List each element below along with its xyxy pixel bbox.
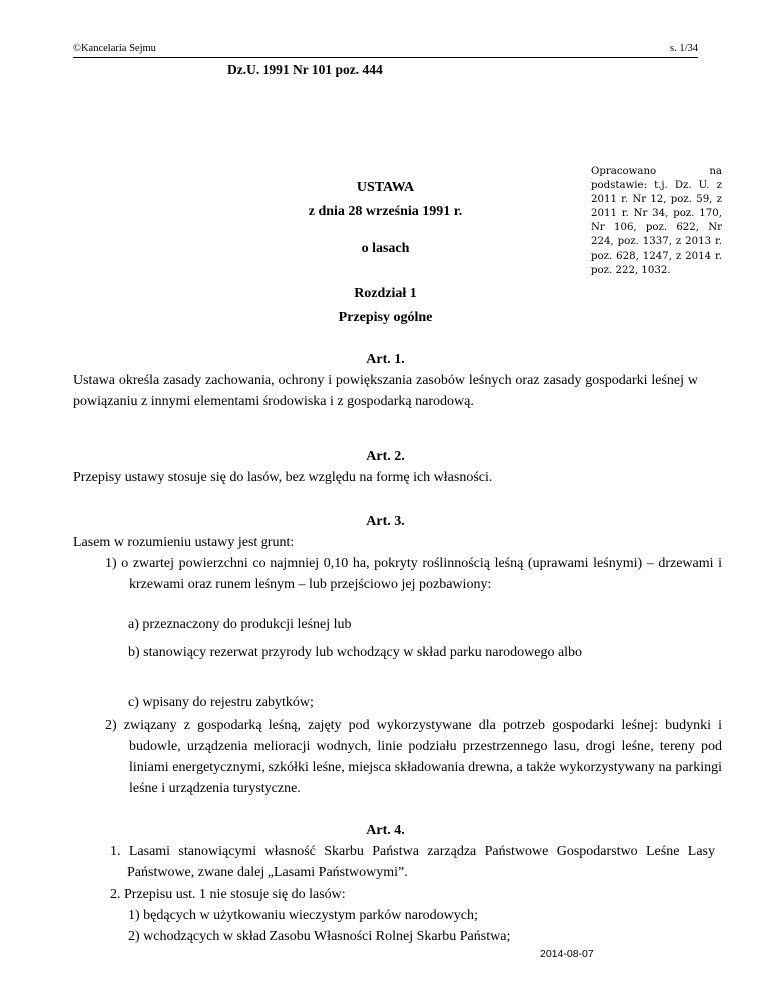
art3-point-1b: b) stanowiący rezerwat przyrody lub wchodzący w skład parku narodowego albo (128, 645, 583, 660)
footer-date: 2014-08-07 (540, 948, 594, 960)
art3-point-1a: a) przeznaczony do produkcji leśnej lub (128, 617, 352, 632)
art3-point-1: 1) o zwartej powierzchni co najmniej 0,10 ha, pokryty roślinnością leśną (uprawami leśnymi) – drzewami i krzewami oraz runem leśnym – lub przejściowo jej pozbawiony: (105, 556, 722, 592)
header-page-number: s. 1/34 (669, 43, 698, 54)
art4-paragraph-2: 2. Przepisu ust. 1 nie stosuje się do lasów: (110, 887, 346, 902)
art2-heading: Art. 2. (366, 449, 405, 464)
art4-heading: Art. 4. (366, 823, 405, 838)
art4-paragraph-2-point-1: 1) będących w użytkowaniu wieczystym parków narodowych; (128, 908, 478, 923)
art4-paragraph-1: 1. Lasami stanowiącymi własność Skarbu Państwa zarządza Państwowe Gospodarstwo Leśne Lasy Państwowe, zwane dalej „Lasami Państwowymi”. (110, 844, 715, 880)
art4-paragraph-2-point-2: 2) wchodzących w skład Zasobu Własności Rolnej Skarbu Państwa; (128, 929, 511, 944)
chapter-number: Rozdział 1 (354, 286, 417, 301)
chapter-name: Przepisy ogólne (338, 310, 433, 325)
act-type: USTAWA (356, 180, 415, 195)
header-rule (73, 57, 698, 58)
art3-point-1c: c) wpisany do rejestru zabytków; (128, 695, 314, 710)
act-subject: o lasach (361, 241, 410, 256)
art3-intro: Lasem w rozumieniu ustawy jest grunt: (73, 535, 295, 550)
art3-point-2: 2) związany z gospodarką leśną, zajęty pod wykorzystywane dla potrzeb gospodarki leśnej: budynki i budowle, urządzenia melioracji wodnych, linie podziału przestrzennego lasu, drogi leśne, tereny pod liniami energetycznymi, szkółki leśne, miejsca składowania drewna, a także wykorzystywany na parkingi leśne i urządzenia turystyczne. (105, 718, 722, 796)
art3-heading: Art. 3. (366, 514, 405, 529)
side-note-source: Opracowano na podstawie: t.j. Dz. U. z 2011 r. Nr 12, poz. 59, z 2011 r. Nr 34, poz. 170, Nr 106, poz. 622, Nr 224, poz. 1337, z 2013 r. poz. 628, 1247, z 2014 r. poz. 222, 1032. (591, 166, 722, 276)
art1-heading: Art. 1. (366, 352, 405, 367)
act-date: z dnia 28 września 1991 r. (308, 204, 463, 219)
art1-text: Ustawa określa zasady zachowania, ochrony i powiększania zasobów leśnych oraz zasady gospodarki leśnej w powiązaniu z innymi elementami środowiska i z gospodarką narodową. (73, 373, 698, 409)
art2-text: Przepisy ustawy stosuje się do lasów, bez względu na formę ich własności. (73, 470, 493, 485)
header-publisher: ©Kancelaria Sejmu (73, 43, 156, 54)
document-reference: Dz.U. 1991 Nr 101 poz. 444 (227, 62, 383, 77)
